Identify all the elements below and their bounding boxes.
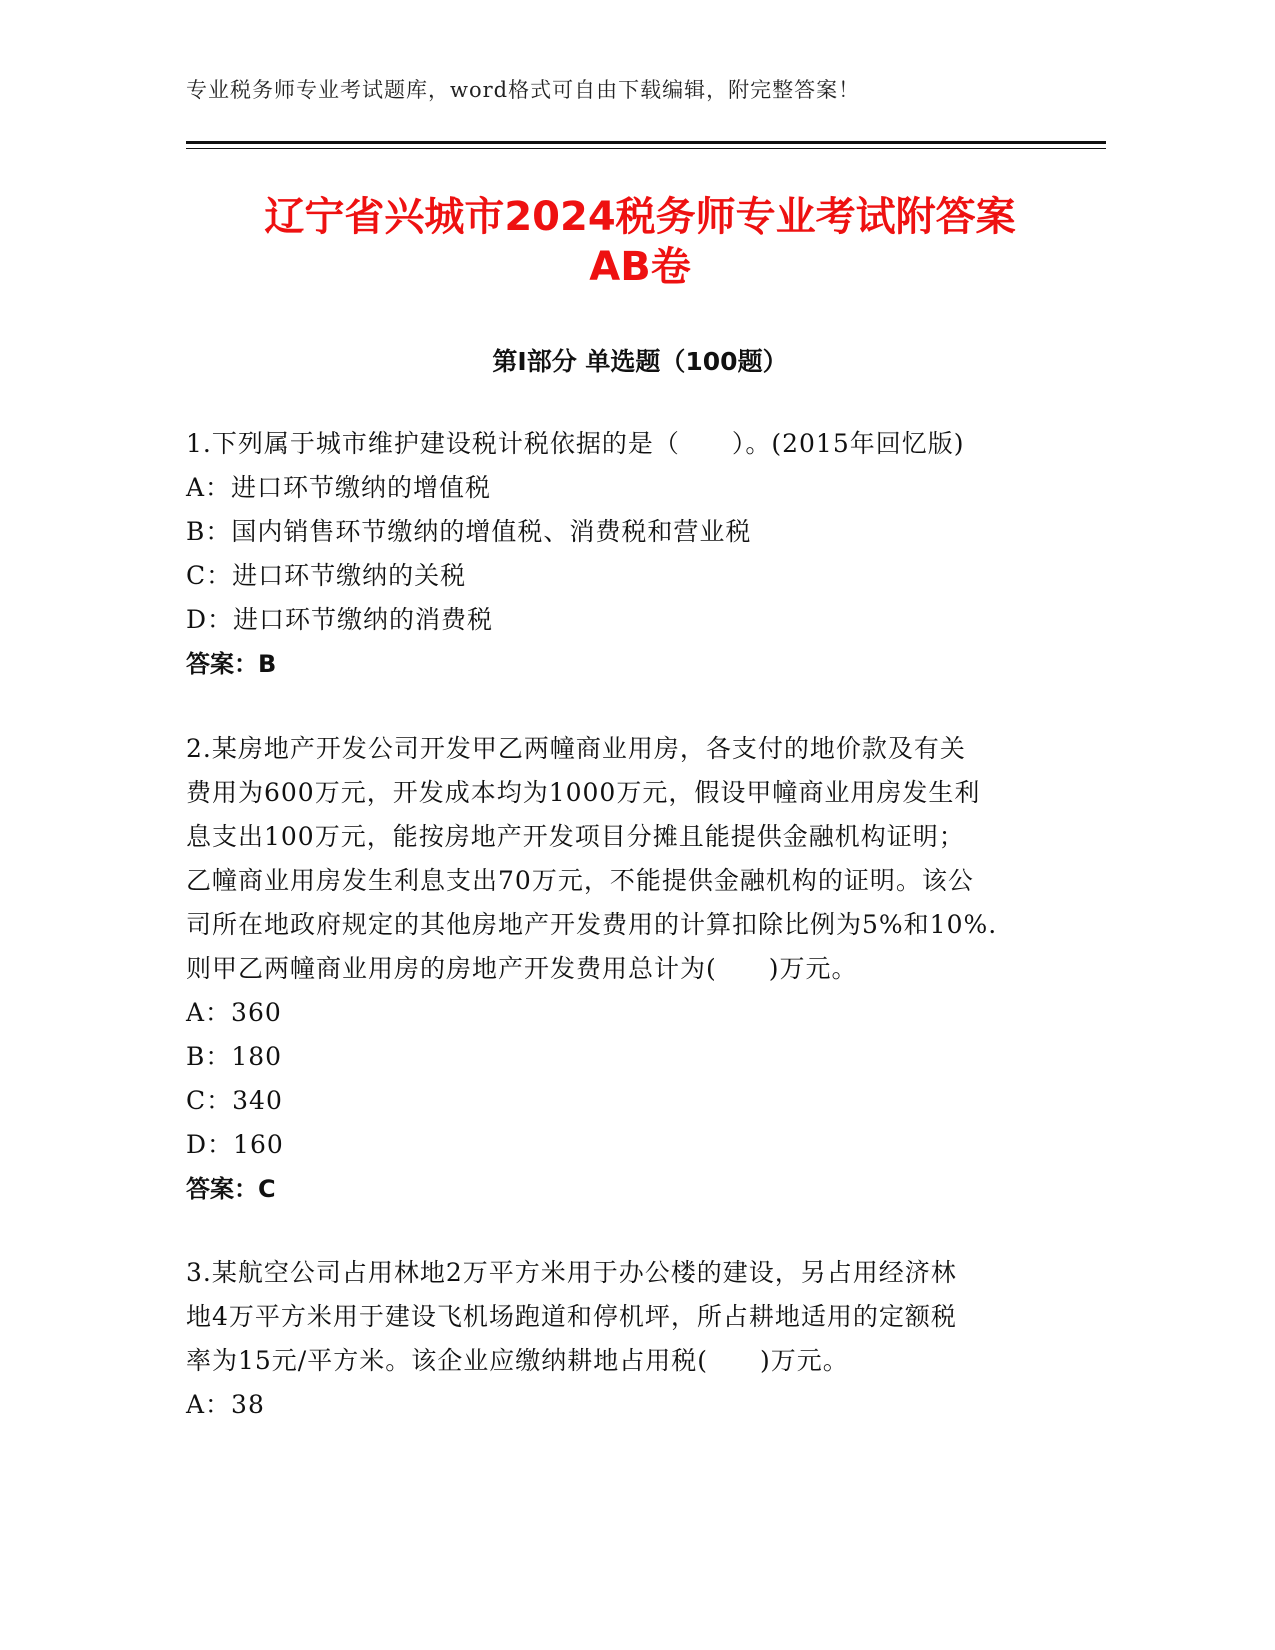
option-a: A：360 xyxy=(186,998,282,1027)
option-a: A：进口环节缴纳的增值税 xyxy=(186,473,492,502)
question-1 xyxy=(186,422,1076,686)
option-b: B：180 xyxy=(186,1042,283,1071)
question-stem-line: 乙幢商业用房发生利息支出70万元，不能提供金融机构的证明。该公 xyxy=(186,866,974,895)
question-stem-line: 地4万平方米用于建设飞机场跑道和停机坪，所占耕地适用的定额税 xyxy=(186,1302,957,1331)
document-title-line-2: AB卷 xyxy=(589,244,691,290)
document-title xyxy=(140,192,1140,292)
question-stem-line: 司所在地政府规定的其他房地产开发费用的计算扣除比例为5%和10%. xyxy=(186,910,998,939)
question-stem-line: 2.某房地产开发公司开发甲乙两幢商业用房，各支付的地价款及有关 xyxy=(186,734,966,763)
header-rule-thick xyxy=(186,141,1106,144)
option-b: B：国内销售环节缴纳的增值税、消费税和营业税 xyxy=(186,517,752,546)
document-title-line-1: 辽宁省兴城市2024税务师专业考试附答案 xyxy=(264,194,1016,240)
header-note: 专业税务师专业考试题库，word格式可自由下载编辑，附完整答案！ xyxy=(186,78,861,102)
option-a: A：38 xyxy=(186,1390,265,1419)
section-title: 第Ⅰ部分 单选题（100题） xyxy=(492,347,788,376)
question-stem-line: 息支出100万元，能按房地产开发项目分摊且能提供金融机构证明； xyxy=(186,822,965,851)
question-3 xyxy=(186,1251,1076,1427)
header-rule-thin xyxy=(186,148,1106,149)
answer-label: 答案：C xyxy=(186,1175,276,1203)
option-d: D：进口环节缴纳的消费税 xyxy=(186,605,494,634)
option-d: D：160 xyxy=(186,1130,284,1159)
question-stem-line: 则甲乙两幢商业用房的房地产开发费用总计为( )万元。 xyxy=(186,954,858,983)
question-stem-line: 3.某航空公司占用林地2万平方米用于办公楼的建设，另占用经济林 xyxy=(186,1258,957,1287)
question-stem-line: 1.下列属于城市维护建设税计税依据的是（ ）。(2015年回忆版) xyxy=(186,429,965,458)
question-2 xyxy=(186,727,1076,1211)
question-stem-line: 费用为600万元，开发成本均为1000万元，假设甲幢商业用房发生利 xyxy=(186,778,981,807)
option-c: C：进口环节缴纳的关税 xyxy=(186,561,467,590)
question-stem-line: 率为15元/平方米。该企业应缴纳耕地占用税( )万元。 xyxy=(186,1346,849,1375)
answer-label: 答案：B xyxy=(186,650,277,678)
option-c: C：340 xyxy=(186,1086,283,1115)
